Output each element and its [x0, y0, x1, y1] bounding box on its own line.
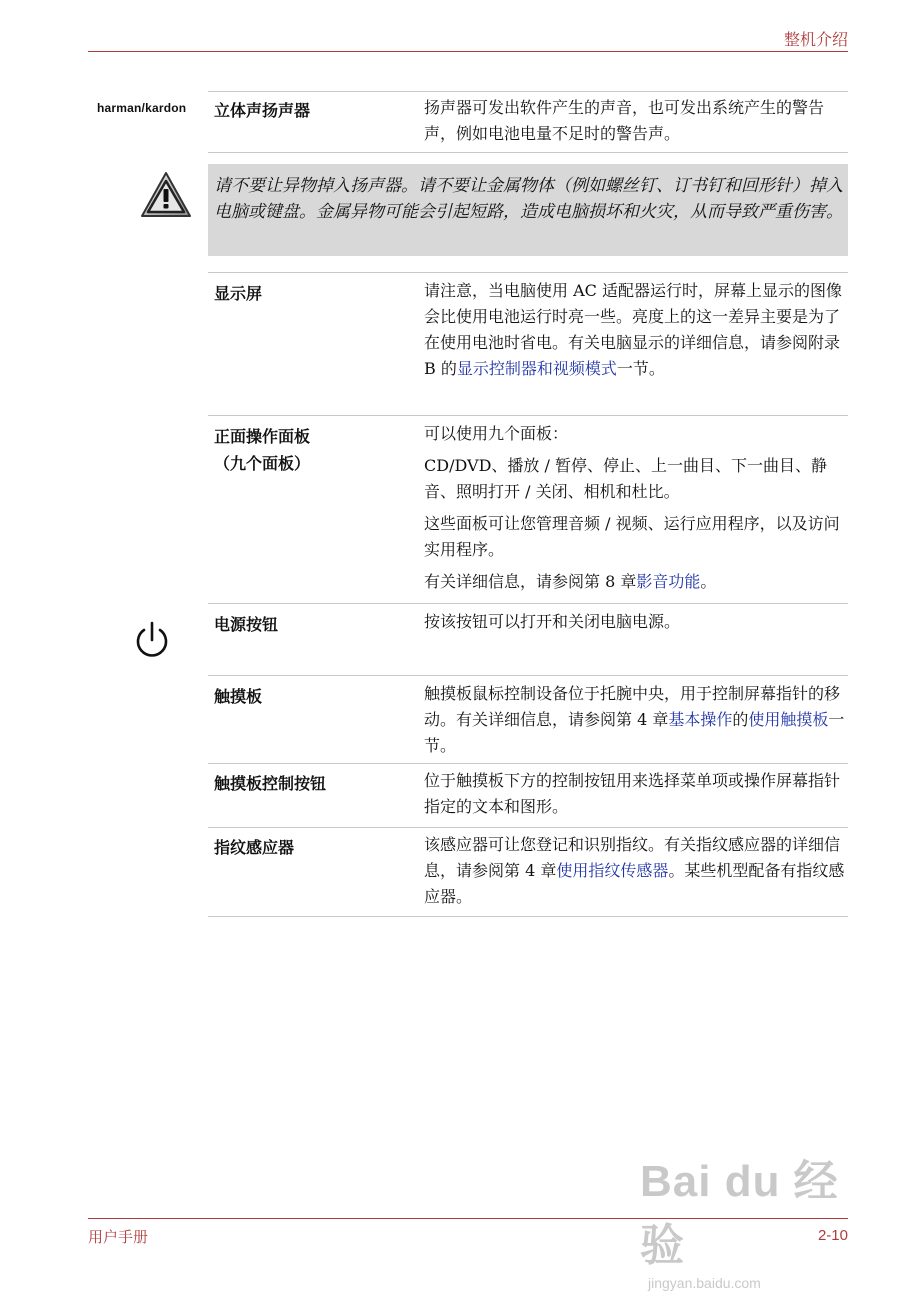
footer-divider [88, 1218, 848, 1219]
warning-triangle-icon [140, 170, 192, 220]
row-divider [208, 603, 848, 604]
row-divider [208, 152, 848, 153]
desc-touchpad: 触摸板鼠标控制设备位于托腕中央，用于控制屏幕指针的移动。有关详细信息，请参阅第 4 章基本操作的使用触摸板一节。 [424, 684, 845, 755]
row-divider [208, 763, 848, 764]
desc-power-button: 按该按钮可以打开和关闭电脑电源。 [424, 612, 681, 631]
row-divider [208, 415, 848, 416]
link-using-touchpad[interactable]: 使用触摸板 [748, 710, 829, 729]
row-divider [208, 827, 848, 828]
term-touchpad-buttons: 触摸板控制按钮 [214, 774, 327, 793]
desc-speakers: 扬声器可发出软件产生的声音，也可发出系统产生的警告声，例如电池电量不足时的警告声。 [424, 98, 825, 143]
link-display-controller[interactable]: 显示控制器和视频模式 [456, 359, 617, 378]
desc-touchpad-buttons: 位于触摸板下方的控制按钮用来选择菜单项或操作屏幕指针指定的文本和图形。 [424, 771, 841, 816]
term-display: 显示屏 [214, 284, 263, 303]
row-divider [208, 675, 848, 676]
link-media-features[interactable]: 影音功能 [636, 572, 701, 591]
page-number: 2-10 [817, 1227, 848, 1244]
row-divider [208, 916, 848, 917]
link-basic-operation[interactable]: 基本操作 [668, 710, 733, 729]
footer-manual-title: 用户手册 [88, 1228, 149, 1246]
term-power-button: 电源按钮 [214, 615, 279, 634]
term-front-panel: 正面操作面板 （九个面板） [214, 427, 311, 473]
link-fingerprint-sensor[interactable]: 使用指纹传感器 [556, 861, 669, 880]
desc-fingerprint: 该感应器可让您登记和识别指纹。有关指纹感应器的详细信息，请参阅第 4 章使用指纹传感器。某些机型配备有指纹感应器。 [424, 835, 845, 906]
desc-front-panel: 可以使用九个面板： CD/DVD、播放 / 暂停、停止、上一曲目、下一曲目、静音、照明打开 / 关闭、相机和杜比。 这些面板可让您管理音频 / 视频、运行应用程序，以及访问实用程序。 有关详细信息，请参阅第 8 章影音功能。 [424, 424, 840, 591]
desc-display: 请注意，当电脑使用 AC 适配器运行时，屏幕上显示的图像会比使用电池运行时亮一些。亮度上的这一差异主要是为了在使用电池时省电。有关电脑显示的详细信息，请参阅附录 B 的显示控制器和视频模式一节。 [424, 281, 842, 378]
harman-kardon-logo: harman/kardon [97, 101, 187, 115]
power-icon [133, 620, 171, 660]
term-touchpad: 触摸板 [214, 687, 263, 706]
baidu-watermark: Bai du 经验 jingyan.baidu.com [640, 1157, 839, 1291]
term-fingerprint: 指纹感应器 [214, 838, 295, 857]
row-divider [208, 91, 848, 92]
row-divider [208, 272, 848, 273]
page-header-title: 整机介绍 [783, 30, 848, 49]
header-divider [88, 51, 848, 52]
term-speakers: 立体声扬声器 [214, 101, 311, 120]
warning-text: 请不要让异物掉入扬声器。请不要让金属物体（例如螺丝钉、订书钉和回形针）掉入电脑或键盘。金属异物可能会引起短路，造成电脑损坏和火灾，从而导致严重伤害。 [214, 176, 843, 222]
